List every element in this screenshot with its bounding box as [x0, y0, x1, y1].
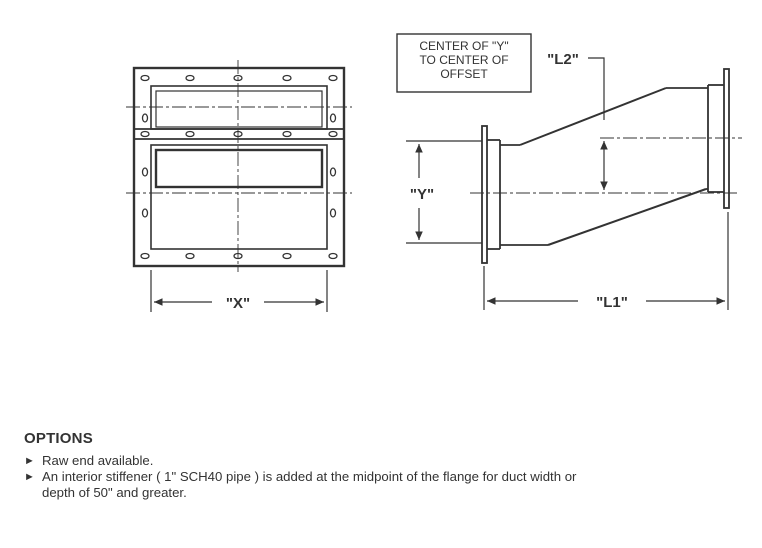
l2-dimension	[588, 58, 604, 190]
option-item	[24, 469, 582, 501]
upper-opening-inner	[156, 91, 322, 127]
left-flange	[482, 126, 487, 263]
dim-x-label: "X"	[225, 295, 251, 312]
lower-opening-inner	[156, 150, 322, 187]
side-view	[406, 58, 742, 310]
dim-y-label: "Y"	[409, 186, 435, 203]
right-flange	[724, 69, 729, 208]
bolt-holes	[141, 76, 337, 259]
lower-opening	[151, 145, 327, 249]
option-item	[24, 453, 644, 469]
options-list	[24, 453, 644, 501]
upper-opening	[151, 86, 327, 129]
options-heading: OPTIONS	[24, 430, 93, 447]
bullet-arrow-icon: ►	[24, 471, 35, 483]
front-view	[126, 60, 352, 312]
outer-flange-frame	[134, 68, 344, 266]
dim-l1-label: "L1"	[596, 294, 628, 311]
callout-line-2: TO CENTER OF	[419, 53, 509, 67]
callout-line-1: CENTER OF "Y"	[419, 39, 509, 53]
option-text: An interior stiffener ( 1" SCH40 pipe ) is added at the midpoint of the flange for duct width or depth of 50" and greater.	[42, 469, 577, 500]
front-center-lines	[126, 60, 352, 272]
transition-top-edge	[520, 88, 666, 145]
option-text: Raw end available.	[42, 453, 154, 468]
side-center-lines	[470, 138, 742, 193]
dim-l2-label: "L2"	[547, 51, 579, 68]
bullet-arrow-icon: ►	[24, 455, 35, 467]
transition-bottom-edge	[548, 189, 706, 245]
callout-line-3: OFFSET	[440, 67, 488, 81]
options-section	[24, 430, 644, 501]
